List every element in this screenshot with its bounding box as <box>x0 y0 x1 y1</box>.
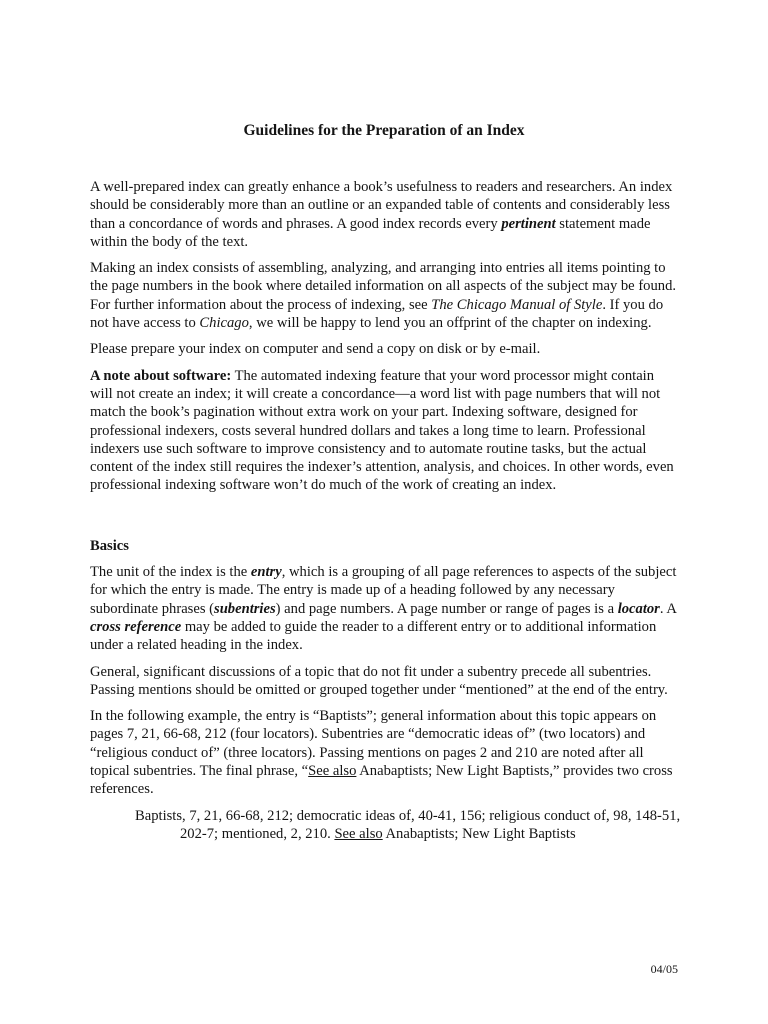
intro-p1-text-b: statement made within the body of the text. <box>90 215 651 250</box>
intro-paragraph-2 <box>90 259 678 332</box>
book-short-reference: Chicago <box>199 315 249 332</box>
intro-p2-text-c: , we will be happy to lend you an offprint of the chapter on indexing. <box>248 315 652 332</box>
basics-p1-text-a: The unit of the index is the <box>90 564 251 581</box>
intro-p2-text-b: . If you do not have access to <box>90 296 664 332</box>
basics-paragraph-2: General, significant discussions of a topic that do not fit under a subentry precede all subentries. Passing mentions should be omitted or grouped together under “mentioned” at the end of the entry. <box>90 663 668 698</box>
term-subentries: subentries <box>214 600 276 617</box>
intro-p1-text-a: A well-prepared index can greatly enhance a book’s usefulness to readers and researchers. An index should be considerably more than an outline or an expanded table of contents and considerably less than a concordance of words and phrases. A good index records every <box>90 179 673 232</box>
basics-paragraph-3 <box>90 707 678 798</box>
term-locator: locator <box>617 600 660 617</box>
intro-paragraph-3: Please prepare your index on computer and send a copy on disk or by e-mail. <box>90 341 541 358</box>
basics-p3-text-a: In the following example, the entry is “Baptists”; general information about this topic appears on pages 7, 21, 66-68, 212 (four locators). Subentries are “democratic ideas of” (two locators) and “religious conduct of” (three locators). Passing mentions on pages 2 and 210 are noted after all topical subentries. The final phrase, “ <box>90 708 657 780</box>
document-body <box>90 178 681 851</box>
emphasis-pertinent: pertinent <box>501 215 556 232</box>
term-cross-reference: cross reference <box>90 618 182 635</box>
software-note-paragraph <box>90 367 678 495</box>
basics-paragraph-1 <box>90 563 678 654</box>
page-footer-date: 04/05 <box>650 962 678 976</box>
basics-p1-text-c: ) and page numbers. A page number or range of pages is a <box>275 600 618 617</box>
page-title: Guidelines for the Preparation of an Index <box>243 122 525 139</box>
index-example-see-also: See also <box>334 825 383 842</box>
intro-paragraph-1 <box>90 178 678 251</box>
see-also-underlined: See also <box>308 763 357 780</box>
software-note-text: The automated indexing feature that your word processor might contain will not create an index; it will create a concordance—a word list with page numbers that will not match the book’s pagination without extra work on your part. Indexing software, designed for professional indexers, costs several hundred dollars and takes a long time to learn. Professional indexers use such software to improve consistency and to automate routine tasks, but the actual content of the index still requires the indexer’s attention, analysis, and choices. In other words, even professional indexing software won’t do much of the work of creating an index. <box>90 367 674 494</box>
index-example-text-a: Baptists, 7, 21, 66-68, 212; democratic ideas of, 40-41, 156; religious conduct of, 98, 148-51, 202-7; mentioned, 2, 210. <box>135 807 681 842</box>
basics-p1-text-b: , which is a grouping of all page references to aspects of the subject for which the entry is made. The entry is made up of a heading followed by any necessary subordinate phrases ( <box>90 564 677 617</box>
section-heading-basics: Basics <box>90 537 129 554</box>
section-gap <box>90 503 678 537</box>
basics-p1-text-d: . A <box>659 600 677 617</box>
index-example-text-b: Anabaptists; New Light Baptists <box>382 825 576 842</box>
book-title-reference: The Chicago Manual of Style <box>431 296 603 313</box>
software-note-lead: A note about software: <box>90 367 232 384</box>
intro-p2-text-a: Making an index consists of assembling, analyzing, and arranging into entries all items pointing to the page numbers in the book where detailed information on all aspects of the subject may be found. For further information about the process of indexing, see <box>90 260 677 313</box>
term-entry: entry <box>250 564 282 581</box>
index-example <box>90 807 700 844</box>
basics-p1-text-e: may be added to guide the reader to a different entry or to additional information under a related heading in the index. <box>90 618 657 654</box>
basics-p3-text-b: Anabaptists; New Light Baptists,” provides two cross references. <box>90 763 673 798</box>
